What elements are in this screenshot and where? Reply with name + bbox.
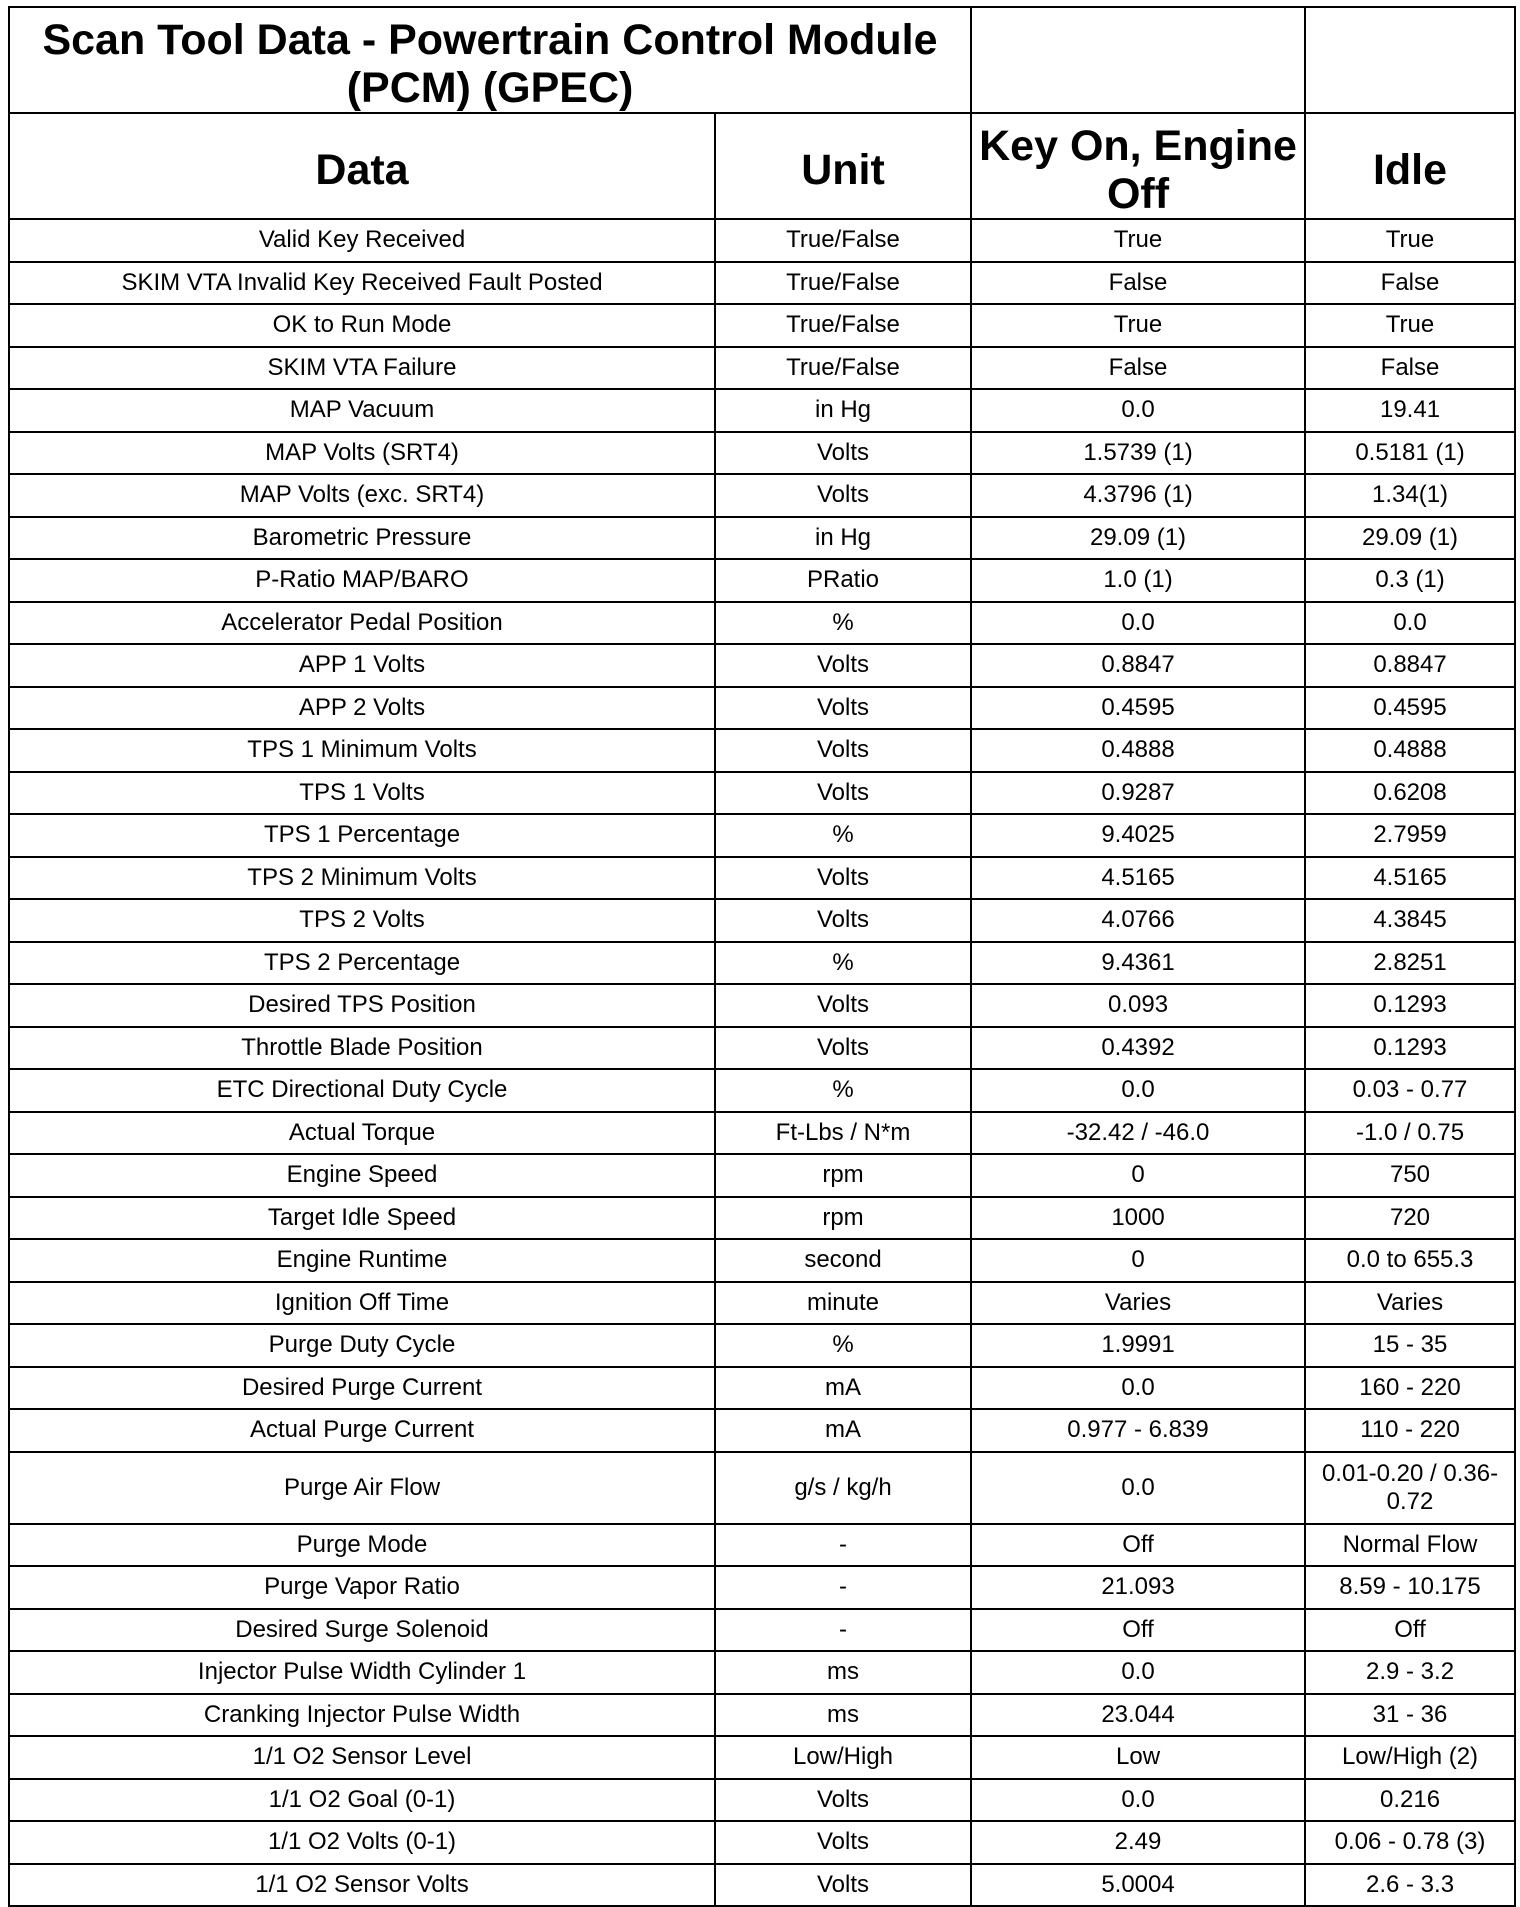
data-cell: Accelerator Pedal Position: [9, 602, 715, 645]
koeo-cell: 0.0: [971, 1651, 1305, 1694]
unit-cell: Volts: [715, 687, 971, 730]
idle-cell: 0.216: [1305, 1779, 1515, 1822]
koeo-cell: True: [971, 219, 1305, 262]
data-cell: TPS 2 Percentage: [9, 942, 715, 985]
unit-cell: second: [715, 1239, 971, 1282]
unit-cell: %: [715, 942, 971, 985]
idle-cell: True: [1305, 304, 1515, 347]
koeo-cell: 0: [971, 1154, 1305, 1197]
unit-cell: Low/High: [715, 1736, 971, 1779]
koeo-cell: 9.4361: [971, 942, 1305, 985]
table-row: [9, 1609, 1515, 1652]
title-empty-cell: [971, 7, 1305, 113]
table-row: [9, 1367, 1515, 1410]
koeo-cell: 23.044: [971, 1694, 1305, 1737]
idle-cell: 110 - 220: [1305, 1409, 1515, 1452]
unit-cell: rpm: [715, 1197, 971, 1240]
unit-cell: -: [715, 1524, 971, 1567]
data-cell: Target Idle Speed: [9, 1197, 715, 1240]
koeo-cell: 1.9991: [971, 1324, 1305, 1367]
idle-cell: 0.06 - 0.78 (3): [1305, 1821, 1515, 1864]
koeo-cell: 9.4025: [971, 814, 1305, 857]
unit-cell: Volts: [715, 1027, 971, 1070]
column-header-koeo: [971, 113, 1305, 219]
unit-cell: Volts: [715, 857, 971, 900]
table-row: [9, 984, 1515, 1027]
koeo-cell: 0.8847: [971, 644, 1305, 687]
unit-cell: mA: [715, 1409, 971, 1452]
table-row: [9, 857, 1515, 900]
koeo-cell: Varies: [971, 1282, 1305, 1325]
data-cell: MAP Vacuum: [9, 389, 715, 432]
table-row: [9, 219, 1515, 262]
column-header-data-label: Data: [315, 146, 409, 194]
koeo-cell: True: [971, 304, 1305, 347]
column-header-unit-label: Unit: [801, 146, 885, 194]
idle-cell: 1.34(1): [1305, 474, 1515, 517]
unit-cell: Volts: [715, 1779, 971, 1822]
unit-cell: %: [715, 602, 971, 645]
data-cell: ETC Directional Duty Cycle: [9, 1069, 715, 1112]
koeo-cell: Low: [971, 1736, 1305, 1779]
unit-cell: -: [715, 1566, 971, 1609]
idle-cell: 0.01-0.20 / 0.36-0.72: [1305, 1452, 1515, 1524]
table-row: [9, 262, 1515, 305]
idle-cell: 750: [1305, 1154, 1515, 1197]
table-row: [9, 772, 1515, 815]
idle-cell: 0.4888: [1305, 729, 1515, 772]
idle-cell: Varies: [1305, 1282, 1515, 1325]
idle-cell: 31 - 36: [1305, 1694, 1515, 1737]
koeo-cell: 0.0: [971, 1069, 1305, 1112]
unit-cell: -: [715, 1609, 971, 1652]
idle-cell: 15 - 35: [1305, 1324, 1515, 1367]
idle-cell: 0.0: [1305, 602, 1515, 645]
koeo-cell: 0.0: [971, 602, 1305, 645]
data-cell: APP 2 Volts: [9, 687, 715, 730]
koeo-cell: 4.5165: [971, 857, 1305, 900]
unit-cell: True/False: [715, 262, 971, 305]
unit-cell: True/False: [715, 304, 971, 347]
idle-cell: 2.6 - 3.3: [1305, 1864, 1515, 1907]
idle-cell: 8.59 - 10.175: [1305, 1566, 1515, 1609]
koeo-cell: Off: [971, 1609, 1305, 1652]
table-row: [9, 1452, 1515, 1524]
koeo-cell: -32.42 / -46.0: [971, 1112, 1305, 1155]
unit-cell: Volts: [715, 474, 971, 517]
koeo-cell: Off: [971, 1524, 1305, 1567]
idle-cell: 0.5181 (1): [1305, 432, 1515, 475]
idle-cell: 0.6208: [1305, 772, 1515, 815]
koeo-cell: 0.4888: [971, 729, 1305, 772]
koeo-cell: 0.0: [971, 389, 1305, 432]
idle-cell: 0.0 to 655.3: [1305, 1239, 1515, 1282]
data-cell: Desired TPS Position: [9, 984, 715, 1027]
table-row: [9, 814, 1515, 857]
data-cell: OK to Run Mode: [9, 304, 715, 347]
data-cell: 1/1 O2 Goal (0-1): [9, 1779, 715, 1822]
unit-cell: Volts: [715, 729, 971, 772]
idle-cell: 0.3 (1): [1305, 559, 1515, 602]
data-cell: Actual Torque: [9, 1112, 715, 1155]
table-row: [9, 644, 1515, 687]
unit-cell: Ft-Lbs / N*m: [715, 1112, 971, 1155]
data-cell: TPS 1 Volts: [9, 772, 715, 815]
koeo-cell: 0.977 - 6.839: [971, 1409, 1305, 1452]
table-row: [9, 432, 1515, 475]
table-row: [9, 1197, 1515, 1240]
table-row: [9, 1821, 1515, 1864]
data-cell: TPS 2 Volts: [9, 899, 715, 942]
data-cell: TPS 1 Minimum Volts: [9, 729, 715, 772]
koeo-cell: 0.093: [971, 984, 1305, 1027]
data-cell: APP 1 Volts: [9, 644, 715, 687]
koeo-cell: 1.5739 (1): [971, 432, 1305, 475]
column-header-idle-label: Idle: [1372, 146, 1448, 194]
data-cell: Desired Surge Solenoid: [9, 1609, 715, 1652]
idle-cell: 0.03 - 0.77: [1305, 1069, 1515, 1112]
idle-cell: Normal Flow: [1305, 1524, 1515, 1567]
table-row: [9, 1409, 1515, 1452]
unit-cell: Volts: [715, 984, 971, 1027]
data-cell: MAP Volts (exc. SRT4): [9, 474, 715, 517]
data-cell: Throttle Blade Position: [9, 1027, 715, 1070]
koeo-cell: False: [971, 262, 1305, 305]
unit-cell: Volts: [715, 644, 971, 687]
data-cell: Cranking Injector Pulse Width: [9, 1694, 715, 1737]
data-cell: SKIM VTA Invalid Key Received Fault Posted: [9, 262, 715, 305]
koeo-cell: 0.0: [971, 1367, 1305, 1410]
koeo-cell: 0.9287: [971, 772, 1305, 815]
koeo-cell: 0.4595: [971, 687, 1305, 730]
unit-cell: Volts: [715, 899, 971, 942]
table-row: [9, 1239, 1515, 1282]
table-row: [9, 687, 1515, 730]
unit-cell: %: [715, 814, 971, 857]
table-row: [9, 1736, 1515, 1779]
scan-tool-data-table: [8, 6, 1516, 1907]
unit-cell: True/False: [715, 219, 971, 262]
data-cell: SKIM VTA Failure: [9, 347, 715, 390]
idle-cell: 2.7959: [1305, 814, 1515, 857]
unit-cell: ms: [715, 1651, 971, 1694]
koeo-cell: 2.49: [971, 1821, 1305, 1864]
data-cell: Actual Purge Current: [9, 1409, 715, 1452]
idle-cell: True: [1305, 219, 1515, 262]
table-row: [9, 1651, 1515, 1694]
table-row: [9, 1324, 1515, 1367]
koeo-cell: 1.0 (1): [971, 559, 1305, 602]
table-row: [9, 602, 1515, 645]
table-row: [9, 559, 1515, 602]
idle-cell: 19.41: [1305, 389, 1515, 432]
koeo-cell: 4.3796 (1): [971, 474, 1305, 517]
table-row: [9, 474, 1515, 517]
idle-cell: 4.3845: [1305, 899, 1515, 942]
data-cell: Barometric Pressure: [9, 517, 715, 560]
data-cell: 1/1 O2 Sensor Level: [9, 1736, 715, 1779]
table-row: [9, 1112, 1515, 1155]
idle-cell: -1.0 / 0.75: [1305, 1112, 1515, 1155]
unit-cell: ms: [715, 1694, 971, 1737]
table-title: Scan Tool Data - Powertrain Control Module (PCM) (GPEC): [42, 16, 938, 112]
idle-cell: False: [1305, 262, 1515, 305]
koeo-cell: False: [971, 347, 1305, 390]
table-row: [9, 1779, 1515, 1822]
idle-cell: 29.09 (1): [1305, 517, 1515, 560]
column-header-koeo-label: Key On, Engine Off: [979, 122, 1297, 218]
unit-cell: mA: [715, 1367, 971, 1410]
data-cell: Engine Speed: [9, 1154, 715, 1197]
unit-cell: g/s / kg/h: [715, 1452, 971, 1524]
koeo-cell: 1000: [971, 1197, 1305, 1240]
data-cell: 1/1 O2 Sensor Volts: [9, 1864, 715, 1907]
data-cell: Ignition Off Time: [9, 1282, 715, 1325]
column-header-idle: [1305, 113, 1515, 219]
unit-cell: True/False: [715, 347, 971, 390]
data-cell: Desired Purge Current: [9, 1367, 715, 1410]
table-row: [9, 1566, 1515, 1609]
data-cell: Purge Duty Cycle: [9, 1324, 715, 1367]
idle-cell: 2.8251: [1305, 942, 1515, 985]
data-cell: TPS 1 Percentage: [9, 814, 715, 857]
idle-cell: 2.9 - 3.2: [1305, 1651, 1515, 1694]
table-row: [9, 304, 1515, 347]
idle-cell: 0.4595: [1305, 687, 1515, 730]
unit-cell: Volts: [715, 1821, 971, 1864]
koeo-cell: 5.0004: [971, 1864, 1305, 1907]
unit-cell: PRatio: [715, 559, 971, 602]
table-row: [9, 729, 1515, 772]
unit-cell: in Hg: [715, 389, 971, 432]
table-title-cell: [9, 7, 971, 113]
data-cell: MAP Volts (SRT4): [9, 432, 715, 475]
header-row: [9, 113, 1515, 219]
unit-cell: %: [715, 1069, 971, 1112]
table-row: [9, 1069, 1515, 1112]
table-row: [9, 347, 1515, 390]
idle-cell: 720: [1305, 1197, 1515, 1240]
data-cell: Engine Runtime: [9, 1239, 715, 1282]
idle-cell: 0.8847: [1305, 644, 1515, 687]
title-row: [9, 7, 1515, 113]
unit-cell: minute: [715, 1282, 971, 1325]
unit-cell: in Hg: [715, 517, 971, 560]
table-row: [9, 899, 1515, 942]
data-cell: Purge Air Flow: [9, 1452, 715, 1524]
unit-cell: rpm: [715, 1154, 971, 1197]
data-cell: Injector Pulse Width Cylinder 1: [9, 1651, 715, 1694]
koeo-cell: 0.4392: [971, 1027, 1305, 1070]
idle-cell: Low/High (2): [1305, 1736, 1515, 1779]
data-cell: P-Ratio MAP/BARO: [9, 559, 715, 602]
table-row: [9, 517, 1515, 560]
title-empty-cell: [1305, 7, 1515, 113]
column-header-data: [9, 113, 715, 219]
koeo-cell: 0: [971, 1239, 1305, 1282]
data-cell: Purge Mode: [9, 1524, 715, 1567]
koeo-cell: 0.0: [971, 1452, 1305, 1524]
table-row: [9, 1524, 1515, 1567]
idle-cell: Off: [1305, 1609, 1515, 1652]
unit-cell: Volts: [715, 432, 971, 475]
unit-cell: Volts: [715, 1864, 971, 1907]
data-cell: Valid Key Received: [9, 219, 715, 262]
table-row: [9, 389, 1515, 432]
table-row: [9, 942, 1515, 985]
table-row: [9, 1027, 1515, 1070]
table-row: [9, 1282, 1515, 1325]
idle-cell: 160 - 220: [1305, 1367, 1515, 1410]
idle-cell: 4.5165: [1305, 857, 1515, 900]
idle-cell: 0.1293: [1305, 1027, 1515, 1070]
koeo-cell: 0.0: [971, 1779, 1305, 1822]
idle-cell: 0.1293: [1305, 984, 1515, 1027]
unit-cell: %: [715, 1324, 971, 1367]
koeo-cell: 29.09 (1): [971, 517, 1305, 560]
table-row: [9, 1154, 1515, 1197]
idle-cell: False: [1305, 347, 1515, 390]
column-header-unit: [715, 113, 971, 219]
data-cell: 1/1 O2 Volts (0-1): [9, 1821, 715, 1864]
koeo-cell: 4.0766: [971, 899, 1305, 942]
unit-cell: Volts: [715, 772, 971, 815]
koeo-cell: 21.093: [971, 1566, 1305, 1609]
table-row: [9, 1694, 1515, 1737]
data-cell: TPS 2 Minimum Volts: [9, 857, 715, 900]
data-cell: Purge Vapor Ratio: [9, 1566, 715, 1609]
